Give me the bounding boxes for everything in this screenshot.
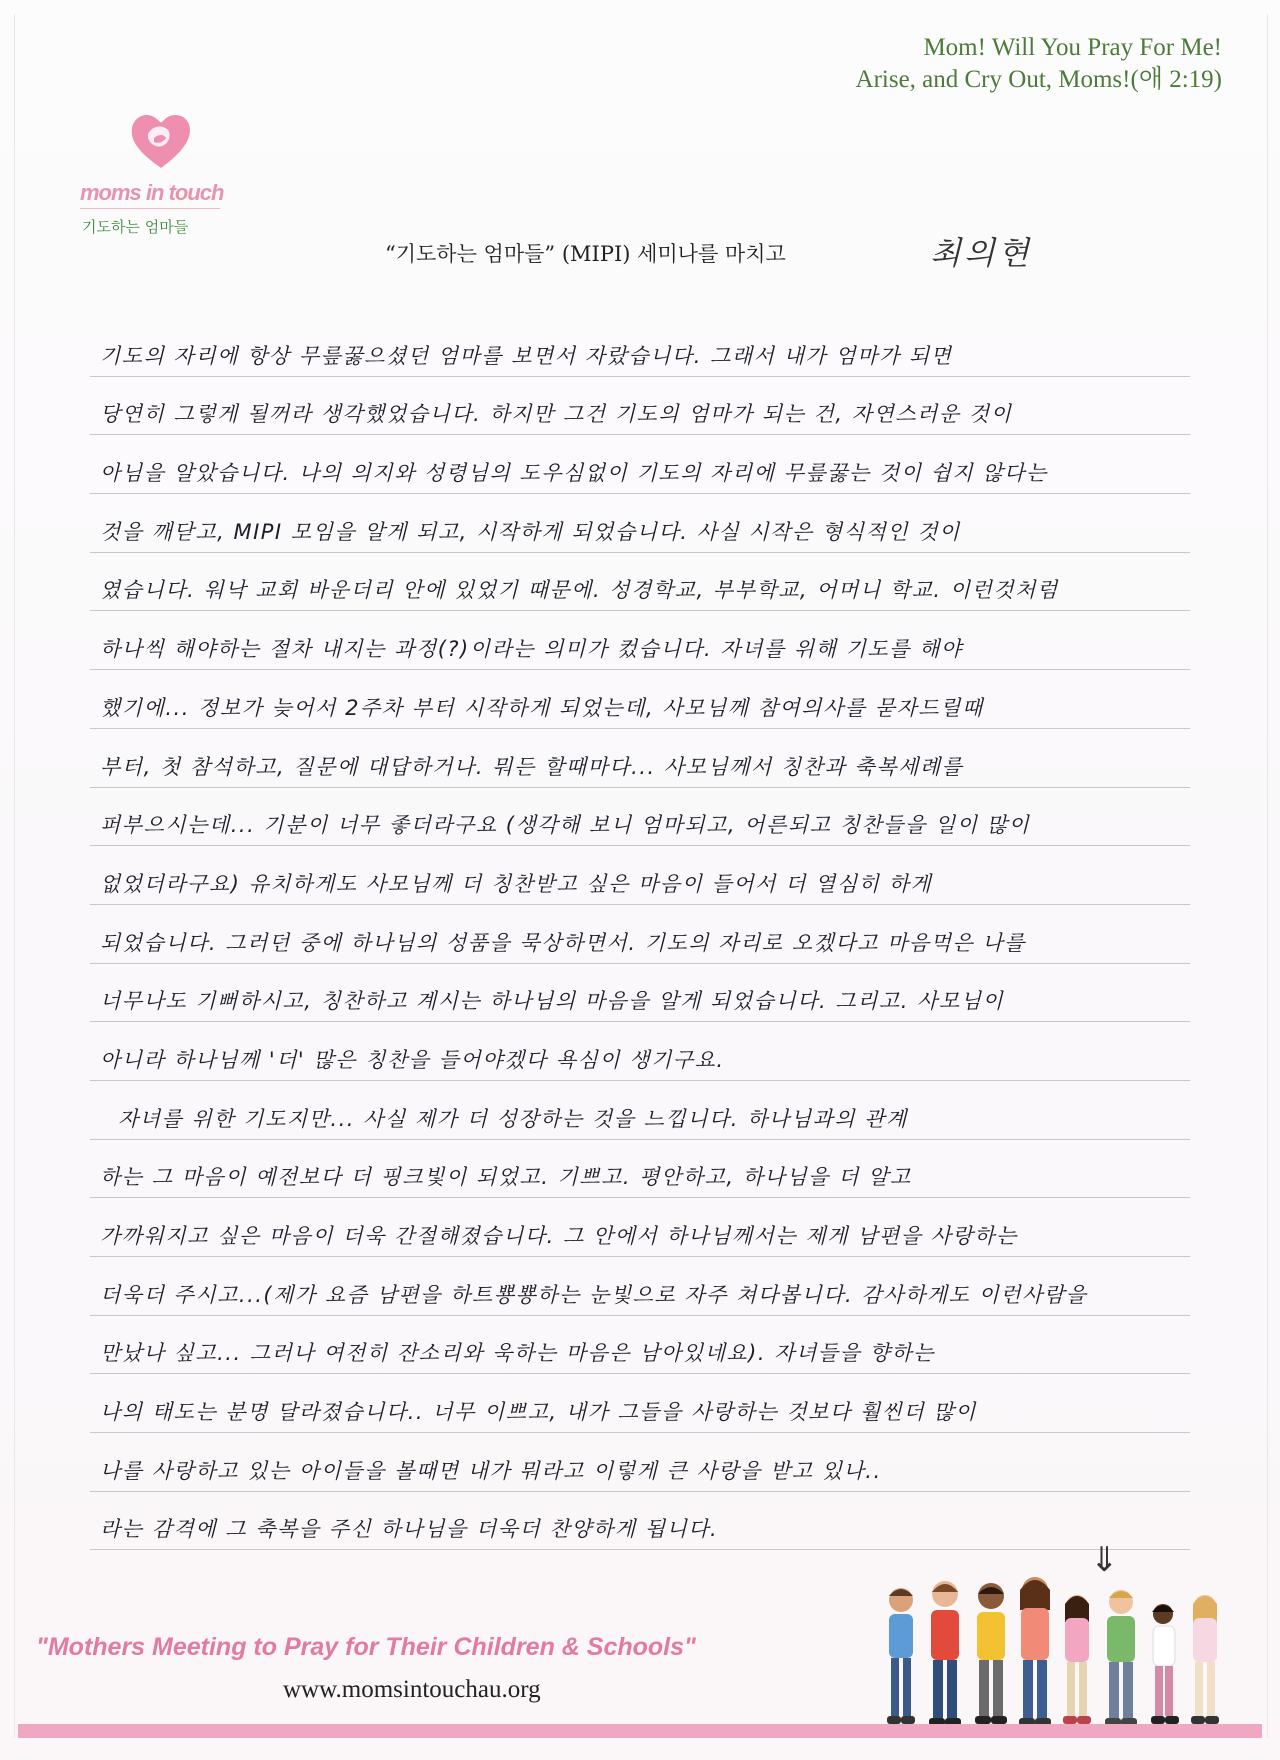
verse-line-2: Arise, and Cry Out, Moms!(애 2:19) (855, 66, 1222, 93)
letter-line (90, 1140, 1190, 1199)
letter-line-text: 퍼부으시는데... 기분이 너무 좋더라구요 (생각해 보니 엄마되고, 어른되고 칭찬들을 일이 많이 (100, 813, 1031, 838)
letter-line (90, 1492, 1190, 1551)
footer-slogan: "Mothers Meeting to Pray for Their Children & Schools" (36, 1633, 696, 1661)
down-arrow-icon: ⇓ (1090, 1540, 1119, 1580)
letter-line (90, 435, 1190, 494)
letter-line (90, 846, 1190, 905)
letter-line-text: 가까워지고 싶은 마음이 더욱 간절해졌습니다. 그 안에서 하나님께서는 제게 남편을 사랑하는 (100, 1224, 1018, 1248)
document-title: “기도하는 엄마들” (MIPI) 세미나를 마치고 (385, 242, 786, 266)
child-figure-5 (1063, 1595, 1091, 1724)
letter-line (90, 1433, 1190, 1492)
letter-line (90, 611, 1190, 670)
letter-line (90, 729, 1190, 788)
letter-body (90, 318, 1190, 1550)
letter-line (90, 905, 1190, 964)
letter-line-text: 하나씩 해야하는 절차 내지는 과정(?)이라는 의미가 컸습니다. 자녀를 위해 기도를 해야 (100, 637, 963, 662)
footer-accent-bar (18, 1724, 1262, 1738)
letter-line-text: 아님을 알았습니다. 나의 의지와 성령님의 도우심없이 기도의 자리에 무릎꿇는 것이 쉽지 않다는 (100, 461, 1048, 486)
logo-divider (80, 208, 220, 209)
author-signature: 최의현 (930, 234, 1032, 272)
letter-line (90, 377, 1190, 436)
children-illustration (873, 1566, 1263, 1740)
letter-line (90, 1081, 1190, 1140)
letter-line-text: 기도의 자리에 항상 무릎꿇으셨던 엄마를 보면서 자랐습니다. 그래서 내가 엄마가 되면 (100, 343, 953, 368)
letter-line (90, 788, 1190, 847)
letter-line-text: 더욱더 주시고...(제가 요즘 남편을 하트뿅뿅하는 눈빛으로 자주 쳐다봅니다. 감사하게도 이런사람을 (100, 1282, 1088, 1307)
verse-line-1: Mom! Will You Pray For Me! (923, 34, 1222, 61)
letter-line-text: 라는 감격에 그 축복을 주신 하나님을 더욱더 찬양하게 됩니다. (100, 1517, 719, 1542)
child-figure-6 (1105, 1590, 1137, 1726)
letter-line (90, 964, 1190, 1023)
child-figure-7 (1151, 1604, 1179, 1724)
child-figure-4 (1019, 1577, 1051, 1726)
letter-line-text: 자녀를 위한 기도지만... 사실 제가 더 성장하는 것을 느낍니다. 하나님과의 관계 (118, 1106, 908, 1131)
letter-line-text: 하는 그 마음이 예전보다 더 핑크빛이 되었고. 기쁘고. 평안하고, 하나님을 더 알고 (100, 1165, 912, 1190)
letter-line (90, 318, 1190, 377)
letter-line (90, 1374, 1190, 1433)
letter-line-text: 만났나 싶고... 그러나 여전히 잔소리와 욱하는 마음은 남아있네요). 자녀들을 향하는 (100, 1341, 935, 1366)
letter-line (90, 1316, 1190, 1375)
letter-line-text: 였습니다. 워낙 교회 바운더리 안에 있었기 때문에. 성경학교, 부부학교, 어머니 학교. 이런것처럼 (100, 578, 1059, 603)
letter-line-text: 없었더라구요) 유치하게도 사모님께 더 칭찬받고 싶은 마음이 들어서 더 열심히 하게 (100, 871, 933, 896)
letter-line-text: 부터, 첫 참석하고, 질문에 대답하거나. 뭐든 할때마다... 사모님께서 칭찬과 축복세례를 (100, 754, 964, 779)
child-figure-1 (887, 1588, 915, 1724)
child-figure-3 (975, 1583, 1007, 1724)
moms-in-touch-logo (70, 108, 230, 248)
header-verse (856, 32, 1222, 96)
heart-logo-icon (128, 108, 194, 174)
letter-line (90, 670, 1190, 729)
letter-line (90, 494, 1190, 553)
letter-line-text: 나의 태도는 분명 달라졌습니다.. 너무 이쁘고, 내가 그들을 사랑하는 것보다 훨씬더 많이 (100, 1400, 977, 1425)
letter-line (90, 1257, 1190, 1316)
footer-url: www.momsintouchau.org (283, 1676, 541, 1703)
letter-line-text: 아니라 하나님께 '더' 많은 칭찬을 들어야겠다 욕심이 생기구요. (100, 1047, 725, 1072)
logo-korean-text: 기도하는 엄마들 (82, 218, 189, 236)
letter-line (90, 1022, 1190, 1081)
letter-line (90, 553, 1190, 612)
letter-line-text: 되었습니다. 그러던 중에 하나님의 성품을 묵상하면서. 기도의 자리로 오겠다고 마음먹은 나를 (100, 930, 1026, 955)
letter-line-text: 너무나도 기뻐하시고, 칭찬하고 계시는 하나님의 마음을 알게 되었습니다. 그리고. 사모님이 (100, 989, 1005, 1014)
letter-line-text: 것을 깨닫고, MIPI 모임을 알게 되고, 시작하게 되었습니다. 사실 시작은 형식적인 것이 (100, 519, 961, 544)
child-figure-8 (1191, 1595, 1219, 1724)
letter-line (90, 1198, 1190, 1257)
letter-line-text: 했기에... 정보가 늦어서 2주차 부터 시작하게 되었는데, 사모님께 참여의사를 묻자드릴때 (100, 695, 984, 720)
letter-line-text: 나를 사랑하고 있는 아이들을 볼때면 내가 뭐라고 이렇게 큰 사랑을 받고 있나.. (100, 1458, 882, 1483)
letter-line-text: 당연히 그렇게 될꺼라 생각했었습니다. 하지만 그건 기도의 엄마가 되는 건, 자연스러운 것이 (100, 402, 1013, 427)
logo-brand-text: moms in touch (80, 180, 224, 205)
child-figure-2 (929, 1581, 961, 1726)
